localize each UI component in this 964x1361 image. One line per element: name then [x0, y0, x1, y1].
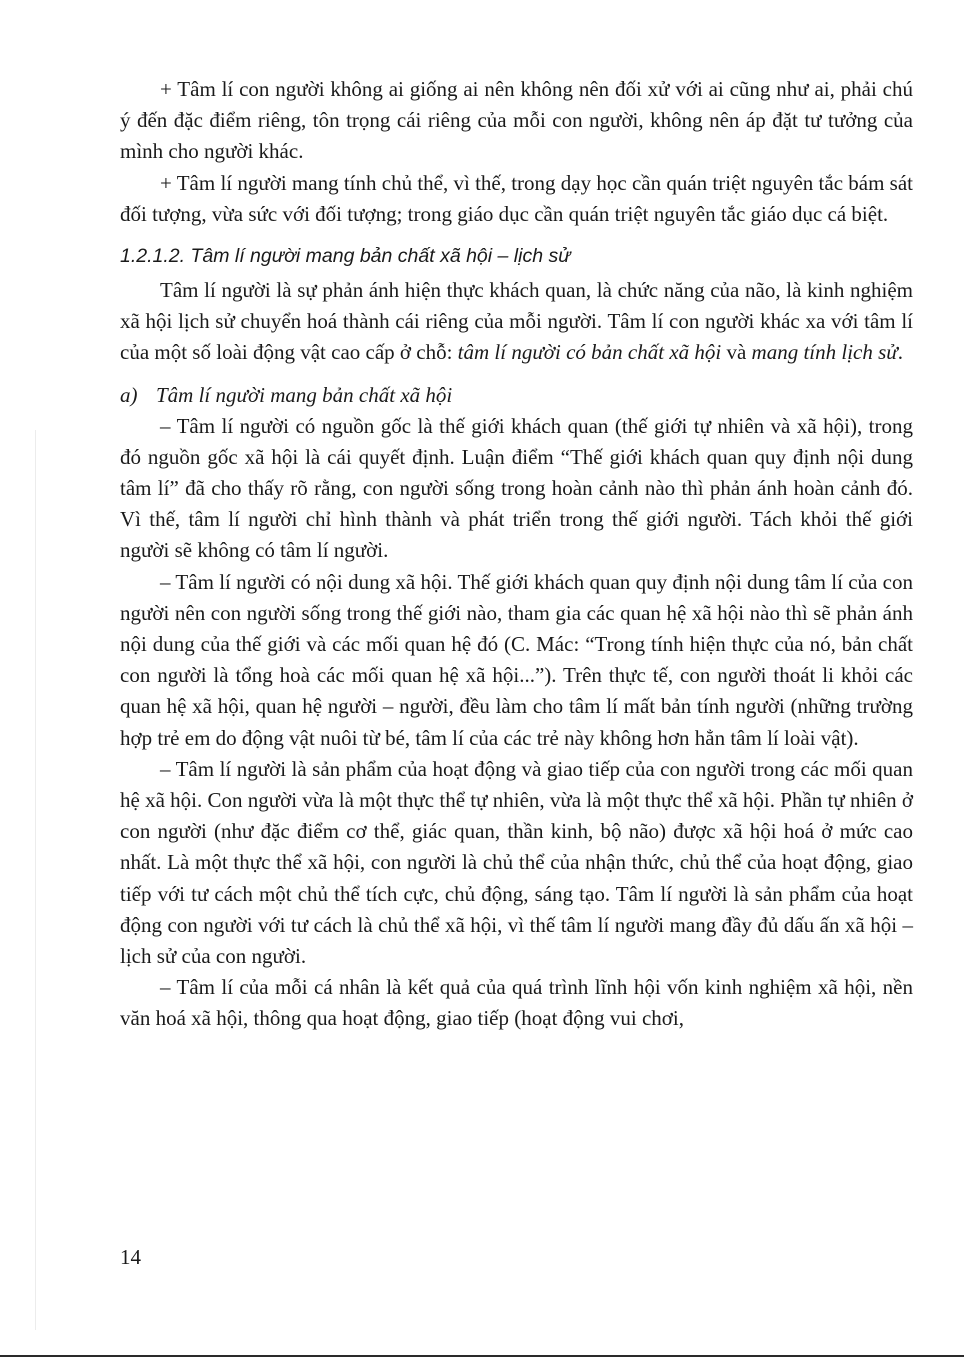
intro-end: .: [897, 340, 903, 365]
intro-text: Tâm lí người là sự phản ánh hiện thực khách quan, là chức năng của não, là kinh nghiệm xã hội lịch sử chuyển hoá thành cái riêng của mỗi người. Tâm lí con người khác xa với tâm lí của một số loài động vật cao cấp ở chỗ:: [120, 278, 913, 365]
intro-joiner: và: [721, 340, 752, 365]
scan-margin-line: [35, 430, 36, 1330]
body-paragraph-2: – Tâm lí người có nội dung xã hội. Thế giới khách quan quy định nội dung tâm lí của con người nên con người sống trong thế giới nào, tham gia các quan hệ xã hội nào thì sẽ phản ánh nội dung của thế giới và các mối quan hệ đó (C. Mác: “Trong tính hiện thực của nó, bản chất con người là tổng hoà các mối quan hệ xã hội...”). Trên thực tế, con người thoát li khỏi các quan hệ xã hội, quan hệ người – người, đều làm cho tâm lí mất bản tính người (những trường hợp trẻ em do động vật nuôi từ bé, tâm lí của các trẻ này không hơn hẳn tâm lí loài vật).: [120, 569, 913, 750]
subheading-label: a): [120, 382, 138, 407]
body-paragraph-1: – Tâm lí người có nguồn gốc là thế giới khách quan (thế giới tự nhiên và xã hội), trong đó nguồn gốc xã hội là cái quyết định. Luận điểm “Thế giới khách quan quy định nội dung tâm lí” đã cho thấy rõ rằng, con người sống trong hoàn cảnh nào thì phản ánh hoàn cảnh đó. Vì thế, tâm lí người chỉ hình thành và phát triển trong thế giới người. Tách khỏi thế giới người sẽ không có tâm lí người.: [120, 413, 913, 563]
body-paragraph-4: – Tâm lí của mỗi cá nhân là kết quả của quá trình lĩnh hội vốn kinh nghiệm xã hội, nền văn hoá xã hội, thông qua hoạt động, giao tiếp (hoạt động vui chơi,: [120, 975, 913, 1031]
paragraph-1: + Tâm lí con người không ai giống ai nên không nên đối xử với ai cũng như ai, phải chú ý đến đặc điểm riêng, tôn trọng cái riêng của mỗi con người, không nên áp đặt tư tưởng của mình cho người khác.: [120, 77, 913, 164]
subheading-title: Tâm lí người mang bản chất xã hội: [156, 382, 453, 407]
page-number: 14: [120, 1245, 141, 1269]
bottom-rule: [0, 1355, 964, 1357]
intro-paragraph: [120, 275, 913, 369]
body-paragraph-3: – Tâm lí người là sản phẩm của hoạt động và giao tiếp của con người trong các mối quan hệ xã hội. Con người vừa là một thực thể tự nhiên, vừa là một thực thể xã hội. Phần tự nhiên ở con người (như đặc điểm cơ thể, giác quan, thần kinh, bộ não) được xã hội hoá ở mức cao nhất. Là một thực thể xã hội, con người là chủ thể của nhận thức, chủ thể của hoạt động, giao tiếp với tư cách một chủ thể tích cực, chủ động, sáng tạo. Tâm lí người là sản phẩm của hoạt động con người với tư cách là chủ thể xã hội, vì thế tâm lí người mang đầy đủ dấu ấn xã hội – lịch sử của con người.: [120, 756, 913, 969]
page-body: [120, 74, 913, 1035]
intro-emphasis-2: mang tính lịch sử: [751, 340, 898, 365]
paragraph-2: + Tâm lí người mang tính chủ thể, vì thế, trong dạy học cần quán triệt nguyên tắc bám sát đối tượng, vừa sức với đối tượng; trong giáo dục cần quán triệt nguyên tắc giáo dục cá biệt.: [120, 170, 914, 226]
section-heading: 1.2.1.2. Tâm lí người mang bản chất xã hội – lịch sử: [120, 245, 571, 268]
subheading: [120, 380, 913, 411]
intro-emphasis-1: tâm lí người có bản chất xã hội: [457, 340, 722, 365]
